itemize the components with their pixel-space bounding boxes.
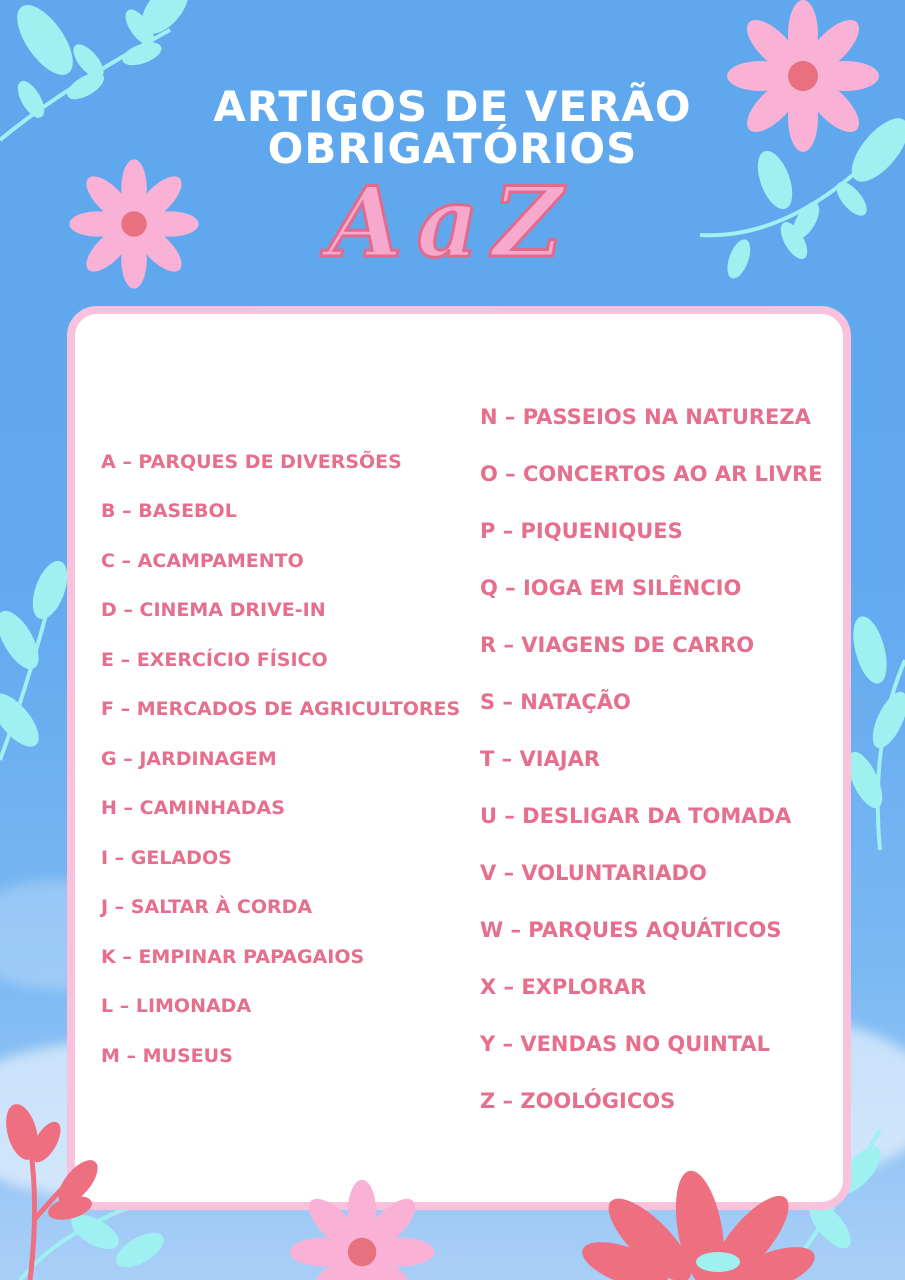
title-line-2: OBRIGATÓRIOS — [267, 124, 638, 173]
list-item: S – NATAÇÃO — [480, 690, 631, 714]
list-item: T – VIAJAR — [480, 747, 601, 771]
list-item: O – CONCERTOS AO AR LIVRE — [480, 462, 823, 486]
list-item: U – DESLIGAR DA TOMADA — [480, 804, 792, 828]
list-item: Z – ZOOLÓGICOS — [480, 1089, 676, 1113]
list-item: Y – VENDAS NO QUINTAL — [480, 1032, 770, 1056]
list-item: R – VIAGENS DE CARRO — [480, 633, 755, 657]
list-item: X – EXPLORAR — [480, 975, 647, 999]
subtitle: AaZ — [328, 166, 577, 279]
leaf-branch-icon — [0, 557, 73, 760]
list-item: V – VOLUNTARIADO — [480, 861, 707, 885]
list-item: M – MUSEUS — [101, 1045, 233, 1067]
list-item: C – ACAMPAMENTO — [101, 550, 304, 572]
list-item: D – CINEMA DRIVE-IN — [101, 599, 326, 621]
list-item: F – MERCADOS DE AGRICULTORES — [101, 698, 461, 720]
list-item: P – PIQUENIQUES — [480, 519, 683, 543]
page-title — [0, 82, 905, 173]
list-item: Q – IOGA EM SILÊNCIO — [480, 576, 742, 600]
list-item: H – CAMINHADAS — [101, 797, 285, 819]
list-item: K – EMPINAR PAPAGAIOS — [101, 946, 365, 968]
title-line-1: ARTIGOS DE VERÃO — [213, 82, 692, 131]
list-item: L – LIMONADA — [101, 995, 252, 1017]
list-item: B – BASEBOL — [101, 500, 237, 522]
list-item: A – PARQUES DE DIVERSÕES — [101, 451, 402, 473]
list-item: I – GELADOS — [101, 847, 232, 869]
list-item: G – JARDINAGEM — [101, 748, 277, 770]
list-item: N – PASSEIOS NA NATUREZA — [480, 405, 811, 429]
list-item: J – SALTAR À CORDA — [101, 896, 313, 918]
list-item: W – PARQUES AQUÁTICOS — [480, 918, 782, 942]
list-item: E – EXERCÍCIO FÍSICO — [101, 649, 328, 671]
